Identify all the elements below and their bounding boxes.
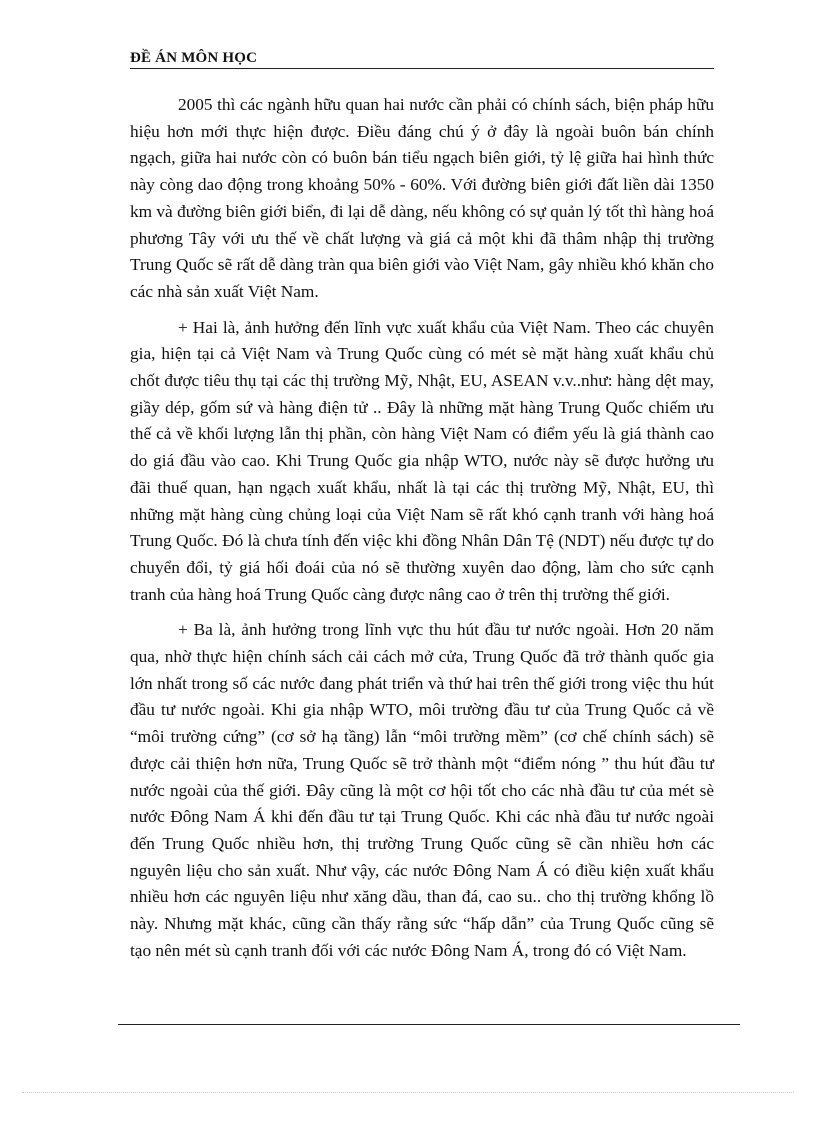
footer-divider: [118, 1024, 740, 1025]
page-header: [130, 48, 714, 69]
page-bottom-border: [22, 1092, 794, 1093]
paragraph-3: + Ba là, ảnh hưởng trong lĩnh vực thu hút đầu tư nước ngoài. Hơn 20 năm qua, nhờ thực hiện chính sách cải cách mở cửa, Trung Quốc đã trở thành quốc gia lớn nhất trong số các nước đang phát triển và thứ hai trên thế giới trong việc thu hút đầu tư nước ngoài. Khi gia nhập WTO, môi trường đầu tư của Trung Quốc cả về “môi trường cứng” (cơ sở hạ tầng) lẫn “môi trường mềm” (cơ chế chính sách) sẽ được cải thiện hơn nữa, Trung Quốc sẽ trở thành một “điểm nóng ” thu hút đầu tư nước ngoài của thế giới. Đây cũng là một cơ hội tốt cho các nhà đầu tư của mét sè nước Đông Nam Á khi đến đầu tư tại Trung Quốc. Khi các nhà đầu tư nước ngoài đến Trung Quốc nhiều hơn, thị trường Trung Quốc cũng sẽ cần nhiều hơn các nguyên liệu cho sản xuất. Như vậy, các nước Đông Nam Á có điều kiện xuất khẩu nhiều hơn các nguyên liệu như xăng dầu, than đá, cao su.. cho thị trường khổng lồ này. Nhưng mặt khác, cũng cần thấy rằng sức “hấp dẫn” của Trung Quốc cũng sẽ tạo nên mét sù cạnh tranh đối với các nước Đông Nam Á, trong đó có Việt Nam.: [130, 620, 714, 960]
paragraph-1: 2005 thì các ngành hữu quan hai nước cần phải có chính sách, biện pháp hữu hiệu hơn mới thực hiện được. Điều đáng chú ý ở đây là ngoài buôn bán chính ngạch, giữa hai nước còn có buôn bán tiểu ngạch biên giới, tỷ lệ giữa hai hình thức này còng dao động trong khoảng 50% - 60%. Với đường biên giới đất liền dài 1350 km và đường biên giới biển, đi lại dễ dàng, nếu không có sự quản lý tốt thì hàng hoá phương Tây với ưu thế về chất lượng và giá cả một khi đã thâm nhập thị trường Trung Quốc sẽ rất dễ dàng tràn qua biên giới vào Việt Nam, gây nhiều khó khăn cho các nhà sản xuất Việt Nam.: [130, 95, 714, 301]
paragraph-2: + Hai là, ảnh hưởng đến lĩnh vực xuất khẩu của Việt Nam. Theo các chuyên gia, hiện tại cả Việt Nam và Trung Quốc cùng có mét sè mặt hàng xuất khẩu chủ chốt được tiêu thụ tại các thị trường Mỹ, Nhật, EU, ASEAN v.v..như: hàng dệt may, giầy dép, gốm sứ và hàng điện tử .. Đây là những mặt hàng Trung Quốc chiếm ưu thế cả về khối lượng lẫn thị phần, còn hàng Việt Nam có điểm yếu là giá thành cao do giá đầu vào cao. Khi Trung Quốc gia nhập WTO, nước này sẽ được hưởng ưu đãi thuế quan, hạn ngạch xuất khẩu, nhất là tại các thị trường Mỹ, Nhật, EU, thì những mặt hàng cùng chủng loại của Việt Nam sẽ rất khó cạnh tranh với hàng hoá Trung Quốc. Đó là chưa tính đến việc khi đồng Nhân Dân Tệ (NDT) nếu được tự do chuyển đổi, tỷ giá hối đoái của nó sẽ thường xuyên dao động, làm cho sức cạnh tranh của hàng hoá Trung Quốc càng được nâng cao ở trên thị trường thế giới.: [130, 317, 714, 604]
header-title: ĐỀ ÁN MÔN HỌC: [130, 50, 258, 66]
document-body: [130, 92, 714, 974]
